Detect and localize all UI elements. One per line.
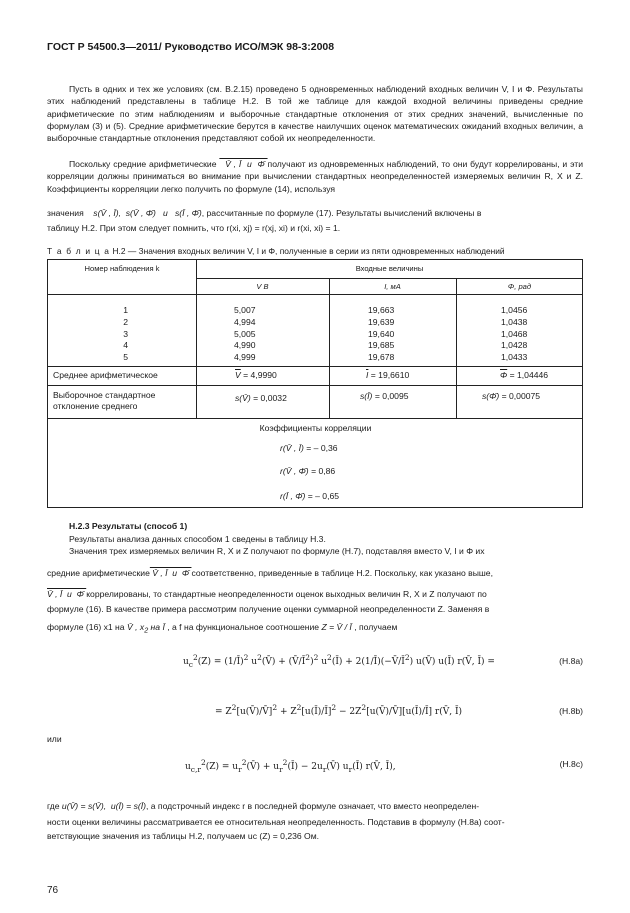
- corr-v-i: r(V̄ , Ī) = – 0,36: [280, 443, 338, 453]
- sd-phi: s(Φ̄) = 0,00075: [482, 391, 541, 401]
- equation-h8b: = $Z^2[u(V̄)/V̄]^2$ + $Z^2[u(Ī)/Ī]^2$ − $2Z^2[u(V̄)/V̄][u(Ī)/Ī]$ r(V̄, Ī): [215, 703, 463, 717]
- mean-v: $\overline{V} = 4,9990$: [235, 370, 277, 380]
- section-paragraph-4b: ности оценки величины рассматривается ее относительная неопределенность. Подставив в формулу (H.8a) соот-: [47, 817, 505, 827]
- sd-i: s(Ī) = 0,0095: [360, 391, 409, 401]
- section-paragraph-3: V̄ , Ī и Φ̄ коррелированы, то стандартные неопределенности оценок выходных величин R, X и Z получают по: [47, 589, 487, 599]
- subheader-i: I, мА: [384, 282, 401, 291]
- paragraph-intro: Пусть в одних и тех же условиях (см. B.2.15) проведено 5 одновременных наблюдений входных величин V, I и Φ. Результаты этих наблюдений представлены в таблице H.2. В той же таблице для каждой входной величины приведены средние арифметические по этим наблюдениям и выборочные стандартные отклонения от этих средних значений, вычисленные по формулам (3) и (5). Средние арифметические берутся в качестве наилучших оценок математических ожиданий входных величин, а выборочные стандартные отклонения представляют собой их неопределенности.: [47, 84, 583, 144]
- section-paragraph-4: где u(V̄) = s(V̄), u(Ī) = s(Ī), а подстрочный индекс r в последней формуле означает, что вместо неопределен-: [47, 801, 480, 811]
- section-paragraph-3b: формуле (16). В качестве примера рассмотрим получение оценки суммарной неопределенности Z. Заменяя в: [47, 604, 490, 614]
- phi-values-column: 1,0456 1,0438 1,0468 1,0428 1,0433: [501, 305, 528, 363]
- v-values-column: 5,007 4,994 5,005 4,990 4,999: [234, 305, 256, 363]
- corr-i-phi: r(Ī , Φ̄) = – 0,65: [280, 491, 340, 501]
- i-values-column: 19,663 19,639 19,640 19,685 19,678: [368, 305, 395, 363]
- header-input-quantities: Входные величины: [355, 264, 424, 273]
- obs-numbers-column: 1 2 3 4 5: [123, 305, 128, 363]
- section-paragraph-3c: формуле (16) x1 на V̄ , $x_2$ на Ī , а f на функциональное соотношение Z = V̄ / Ī , получаем: [47, 622, 398, 635]
- section-paragraph-1: Результаты анализа данных способом 1 сведены в таблицу H.3.: [69, 534, 326, 544]
- paragraph-correlation-note: таблицу H.2. При этом следует помнить, что r(xi, xj) = r(xj, xi) и r(xi, xi) = 1.: [47, 223, 341, 233]
- equation-h8a-label: (H.8a): [559, 656, 583, 666]
- section-paragraph-4c: ветствующие значения из таблицы H.2, получаем uc (Z) = 0,236 Ом.: [47, 831, 320, 841]
- table-caption: Т а б л и ц а H.2 — Значения входных величин V, I и Φ, полученные в серии из пяти одновременных наблюдений: [47, 246, 505, 256]
- paragraph-correlation-values: значения s(V̄ , Ī), s(V̄ , Φ̄) и s(Ī , Φ̄), рассчитанные по формуле (17). Результаты вычислений включены в: [47, 208, 482, 218]
- equation-h8c: $u_{c,r}^2(Z)$ = $u_r^2(V̄)$ + $u_r^2(Ī)$ − $2u_r(V̄)$ $u_r(Ī)$ r(V̄, Ī),: [185, 758, 396, 774]
- equation-h8b-label: (H.8b): [559, 706, 583, 716]
- document-header: ГОСТ Р 54500.3—2011/ Руководство ИСО/МЭК 98-3:2008: [47, 41, 335, 53]
- text-or: или: [47, 734, 62, 744]
- subheader-phi: Φ, рад: [507, 282, 532, 291]
- equation-h8a: $u_c^2(Z)$ = (1/Ī)$^2$ $u^2(V̄)$ + $(V̄/Ī^2)^2$ $u^2(Ī)$ + $2(1/Ī)(-V̄/Ī^2)$ u(V̄) u(Ī) r(V̄, Ī) =: [183, 653, 495, 669]
- section-paragraph-2: Значения трех измеряемых величин R, X и Z получают по формуле (H.7), подставляя вместо V, I и Φ их: [69, 546, 485, 556]
- sd-v: s(V̄) = 0,0032: [235, 393, 287, 403]
- mean-label: Среднее арифметическое: [53, 370, 158, 380]
- subheader-v: V В: [256, 282, 269, 291]
- correlation-title: Коэффициенты корреляции: [259, 423, 372, 433]
- formula-means: V̄ , Ī и Φ̄: [219, 159, 268, 169]
- equation-h8c-label: (H.8c): [559, 759, 583, 769]
- mean-i: $\overline{I} = 19,6610$: [366, 370, 410, 380]
- table-h2: [47, 259, 583, 508]
- formula-covariances: s(V̄ , Ī), s(V̄ , Φ̄) и s(Ī , Φ̄): [86, 208, 202, 218]
- section-heading: H.2.3 Результаты (способ 1): [69, 521, 188, 531]
- header-observation-number: Номер наблюдения k: [84, 264, 160, 273]
- section-paragraph-2b: средние арифметические V̄ , Ī и Φ̄ соответственно, приведенные в таблице H.2. Поскольку, как указано выше,: [47, 568, 493, 578]
- mean-phi: $\overline{\Phi} = 1,04446$: [500, 370, 549, 380]
- sd-label: Выборочное стандартное отклонение среднего: [53, 390, 156, 411]
- corr-v-phi: r(V̄ , Φ̄) = 0,86: [280, 466, 336, 476]
- page-number: 76: [47, 885, 59, 896]
- paragraph-correlation: Поскольку средние арифметические V̄ , Ī и Φ̄ получают из одновременных наблюдений, то они будут коррелированы, и эти корреляции должны приниматься во внимание при вычислении стандартных неопределенностей измеряемых величин R, X и Z. Коэффициенты корреляции легко получить по формуле (14), используя: [47, 159, 584, 194]
